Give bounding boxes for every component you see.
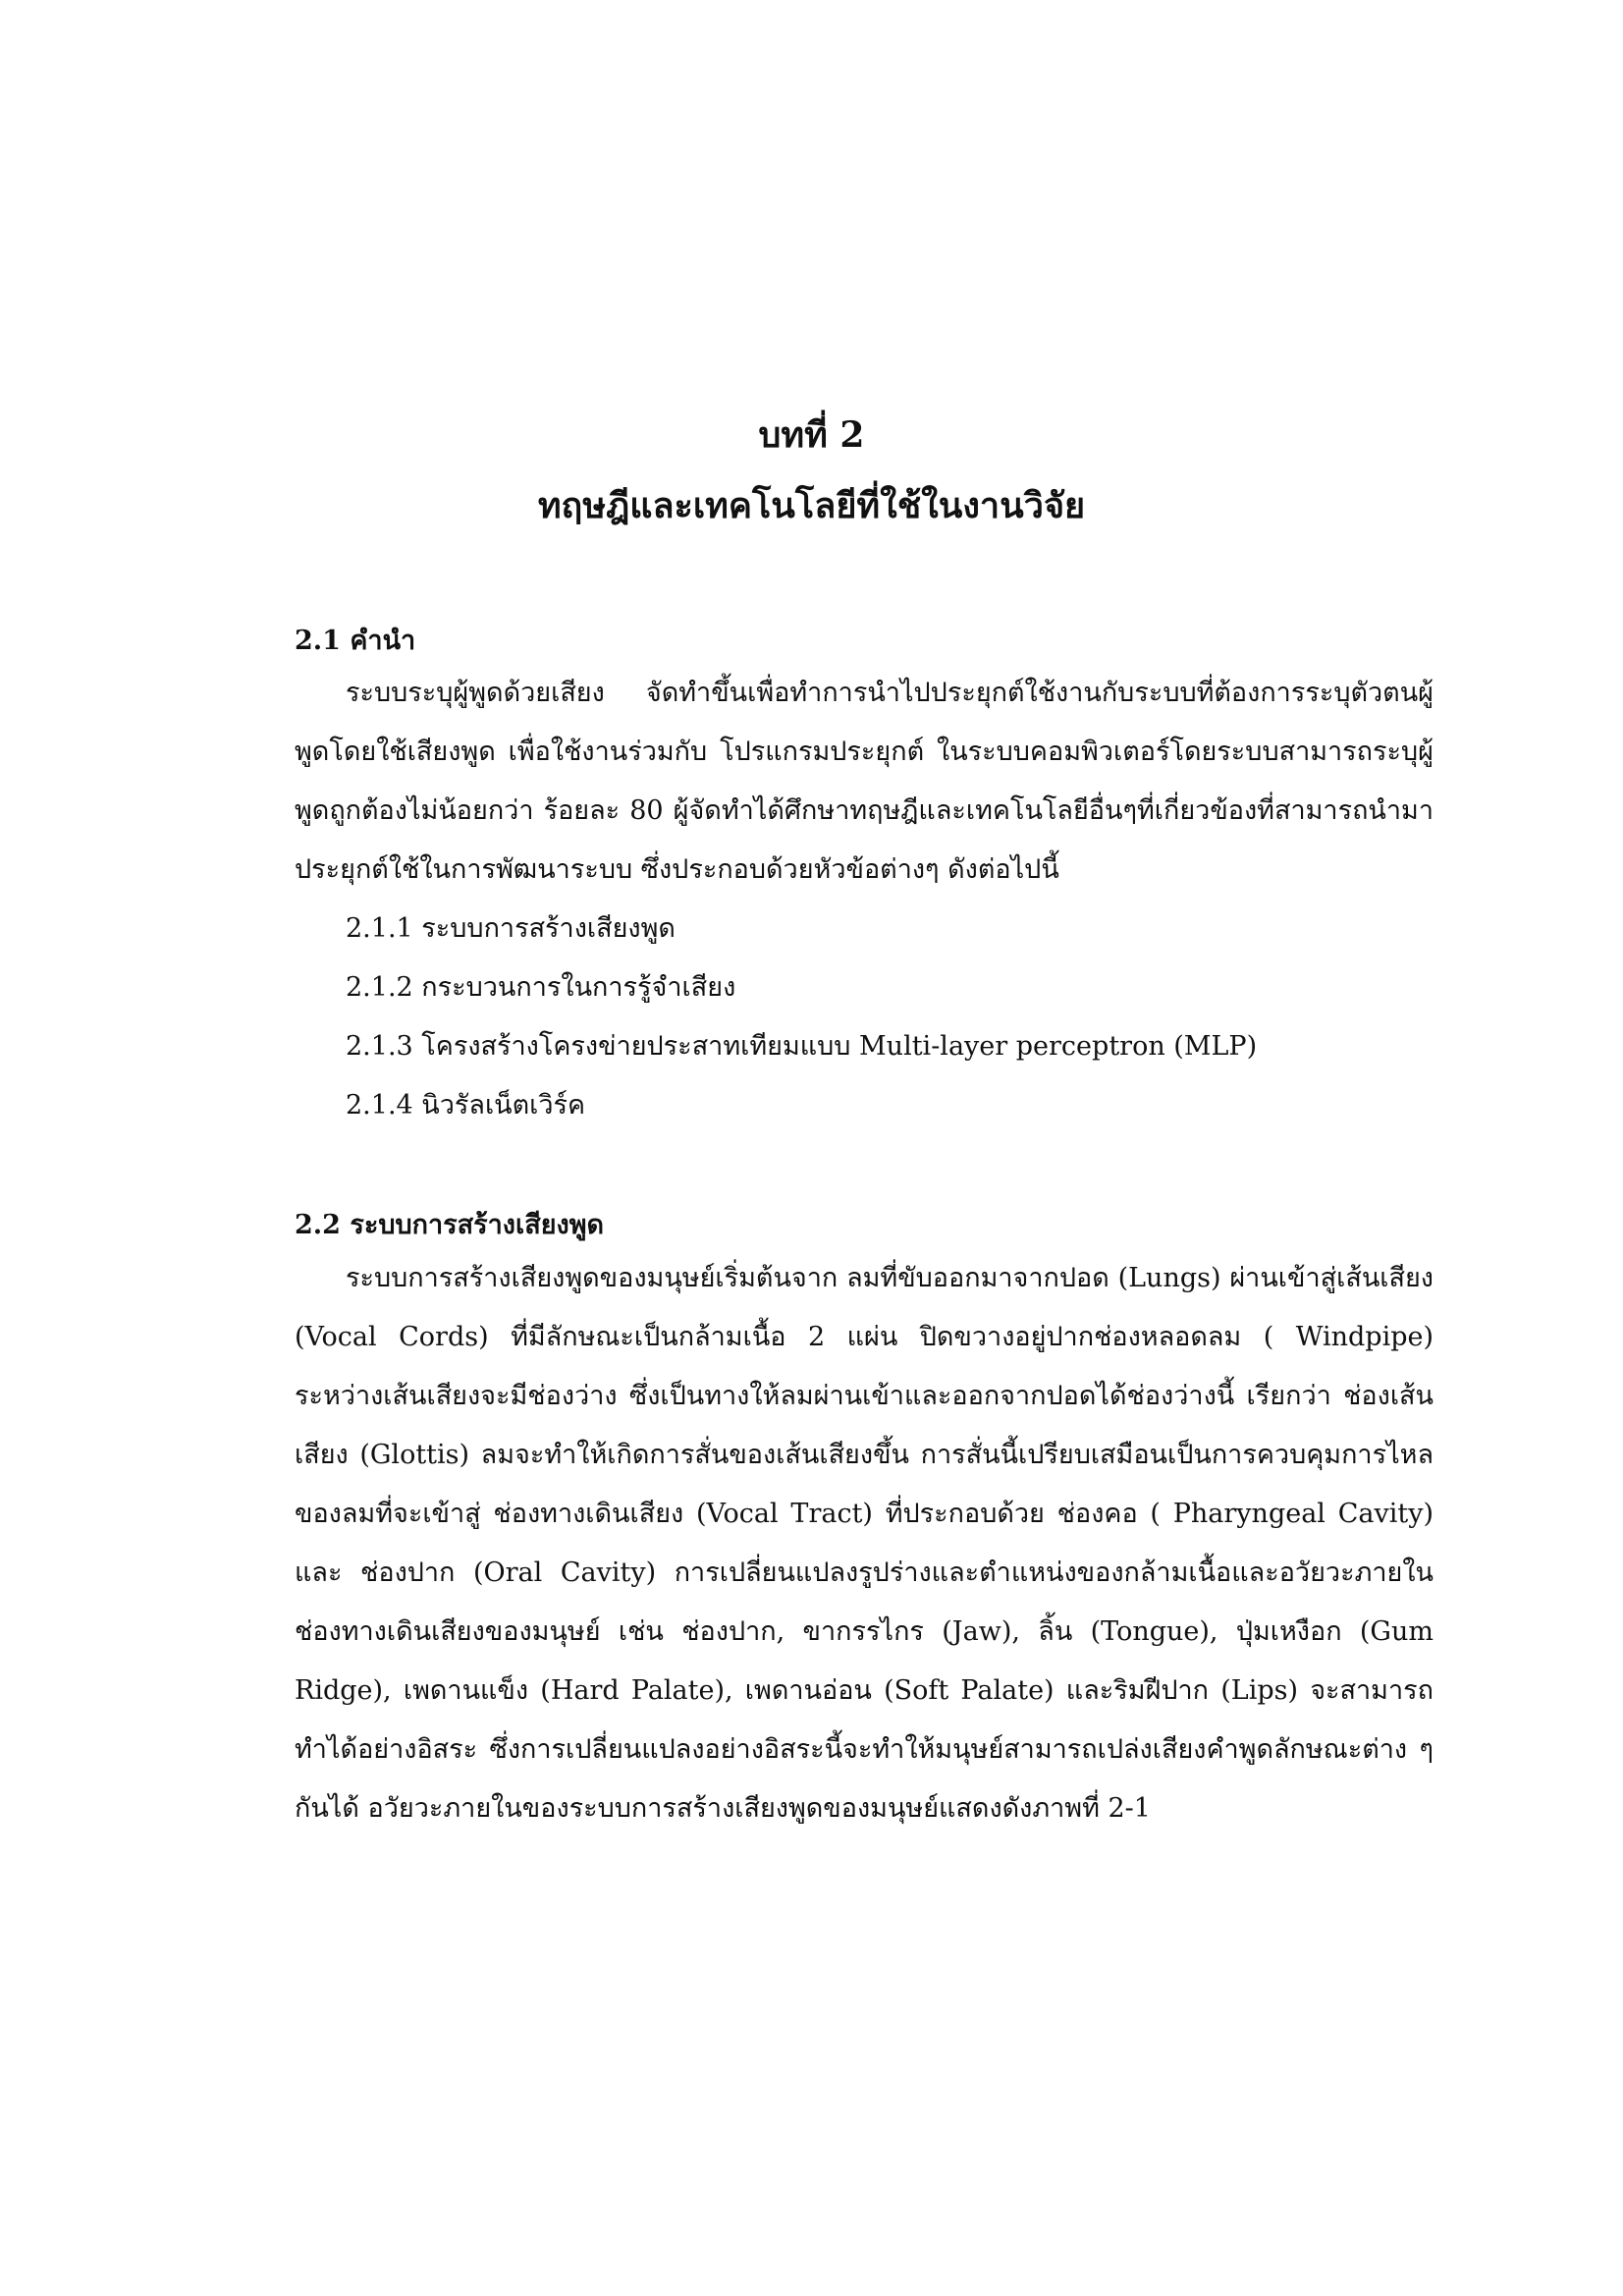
topic-list (346, 900, 1257, 1135)
introduction-text: ระบบระบุผู้พูดด้วยเสียง จัดทำขึ้นเพื่อทำการนำไปประยุกต์ใช้งานกับระบบที่ต้องการระบุตัวตนผู้พูดโดยใช้เสียงพูด เพื่อใช้งานร่วมกับ โปรแกรมประยุกต์ ในระบบคอมพิวเตอร์โดยระบบสามารถระบุผู้พูดถูกต้องไม่น้อยกว่า ร้อยละ 80 ผู้จัดทำได้ศึกษาทฤษฎีและเทคโนโลยีอื่นๆที่เกี่ยวข้องที่สามารถนำมาประยุกต์ใช้ในการพัฒนาระบบ ซึ่งประกอบด้วยหัวข้อต่างๆ ดังต่อไปนี้ (295, 678, 1434, 885)
topic-list-item: 2.1.3 โครงสร้างโครงข่ายประสาทเทียมแบบ Multi-layer perceptron (MLP) (346, 1031, 1258, 1062)
topic-list-item: 2.1.2 กระบวนการในการรู้จำเสียง (346, 972, 736, 1003)
chapter-number: บทที่ 2 (758, 414, 865, 456)
topic-list-item: 2.1.1 ระบบการสร้างเสียงพูด (346, 913, 676, 944)
introduction-paragraph (295, 664, 1434, 900)
chapter-title: ทฤษฎีและเทคโนโลยีที่ใช้ในงานวิจัย (537, 485, 1086, 526)
speech-production-text: ระบบการสร้างเสียงพูดของมนุษย์เริ่มต้นจาก ลมที่ขับออกมาจากปอด (Lungs) ผ่านเข้าสู่เส้นเสียง (Vocal Cords) ที่มีลักษณะเป็นกล้ามเนื้อ 2 แผ่น ปิดขวางอยู่ปากช่องหลอดลม ( Windpipe) ระหว่างเส้นเสียงจะมีช่องว่าง ซึ่งเป็นทางให้ลมผ่านเข้าและออกจากปอดได้ช่องว่างนี้ เรียกว่า ช่องเส้นเสียง (Glottis) ลมจะทำให้เกิดการสั่นของเส้นเสียงขึ้น การสั่นนี้เปรียบเสมือนเป็นการควบคุมการไหลของลมที่จะเข้าสู่ ช่องทางเดินเสียง (Vocal Tract) ที่ประกอบด้วย ช่องคอ ( Pharyngeal Cavity) และ ช่องปาก (Oral Cavity) การเปลี่ยนแปลงรูปร่างและตำแหน่งของกล้ามเนื้อและอวัยวะภายในช่องทางเดินเสียงของมนุษย์ เช่น ช่องปาก, ขากรรไกร (Jaw), ลิ้น (Tongue), ปุ่มเหงือก (Gum Ridge), เพดานแข็ง (Hard Palate), เพดานอ่อน (Soft Palate) และริมฝีปาก (Lips) จะสามารถทำได้อย่างอิสระ ซึ่งการเปลี่ยนแปลงอย่างอิสระนี้จะทำให้มนุษย์สามารถเปล่งเสียงคำพูดลักษณะต่าง ๆ กันได้ อวัยวะภายในของระบบการสร้างเสียงพูดของมนุษย์แสดงดังภาพที่ 2-1 (295, 1263, 1434, 1824)
section-heading-introduction: 2.1 คำนำ (295, 626, 416, 656)
section-heading-speech-production: 2.2 ระบบการสร้างเสียงพูด (295, 1210, 605, 1240)
topic-list-item: 2.1.4 นิวรัลเน็ตเวิร์ค (346, 1090, 586, 1121)
speech-production-paragraph (295, 1249, 1434, 1838)
